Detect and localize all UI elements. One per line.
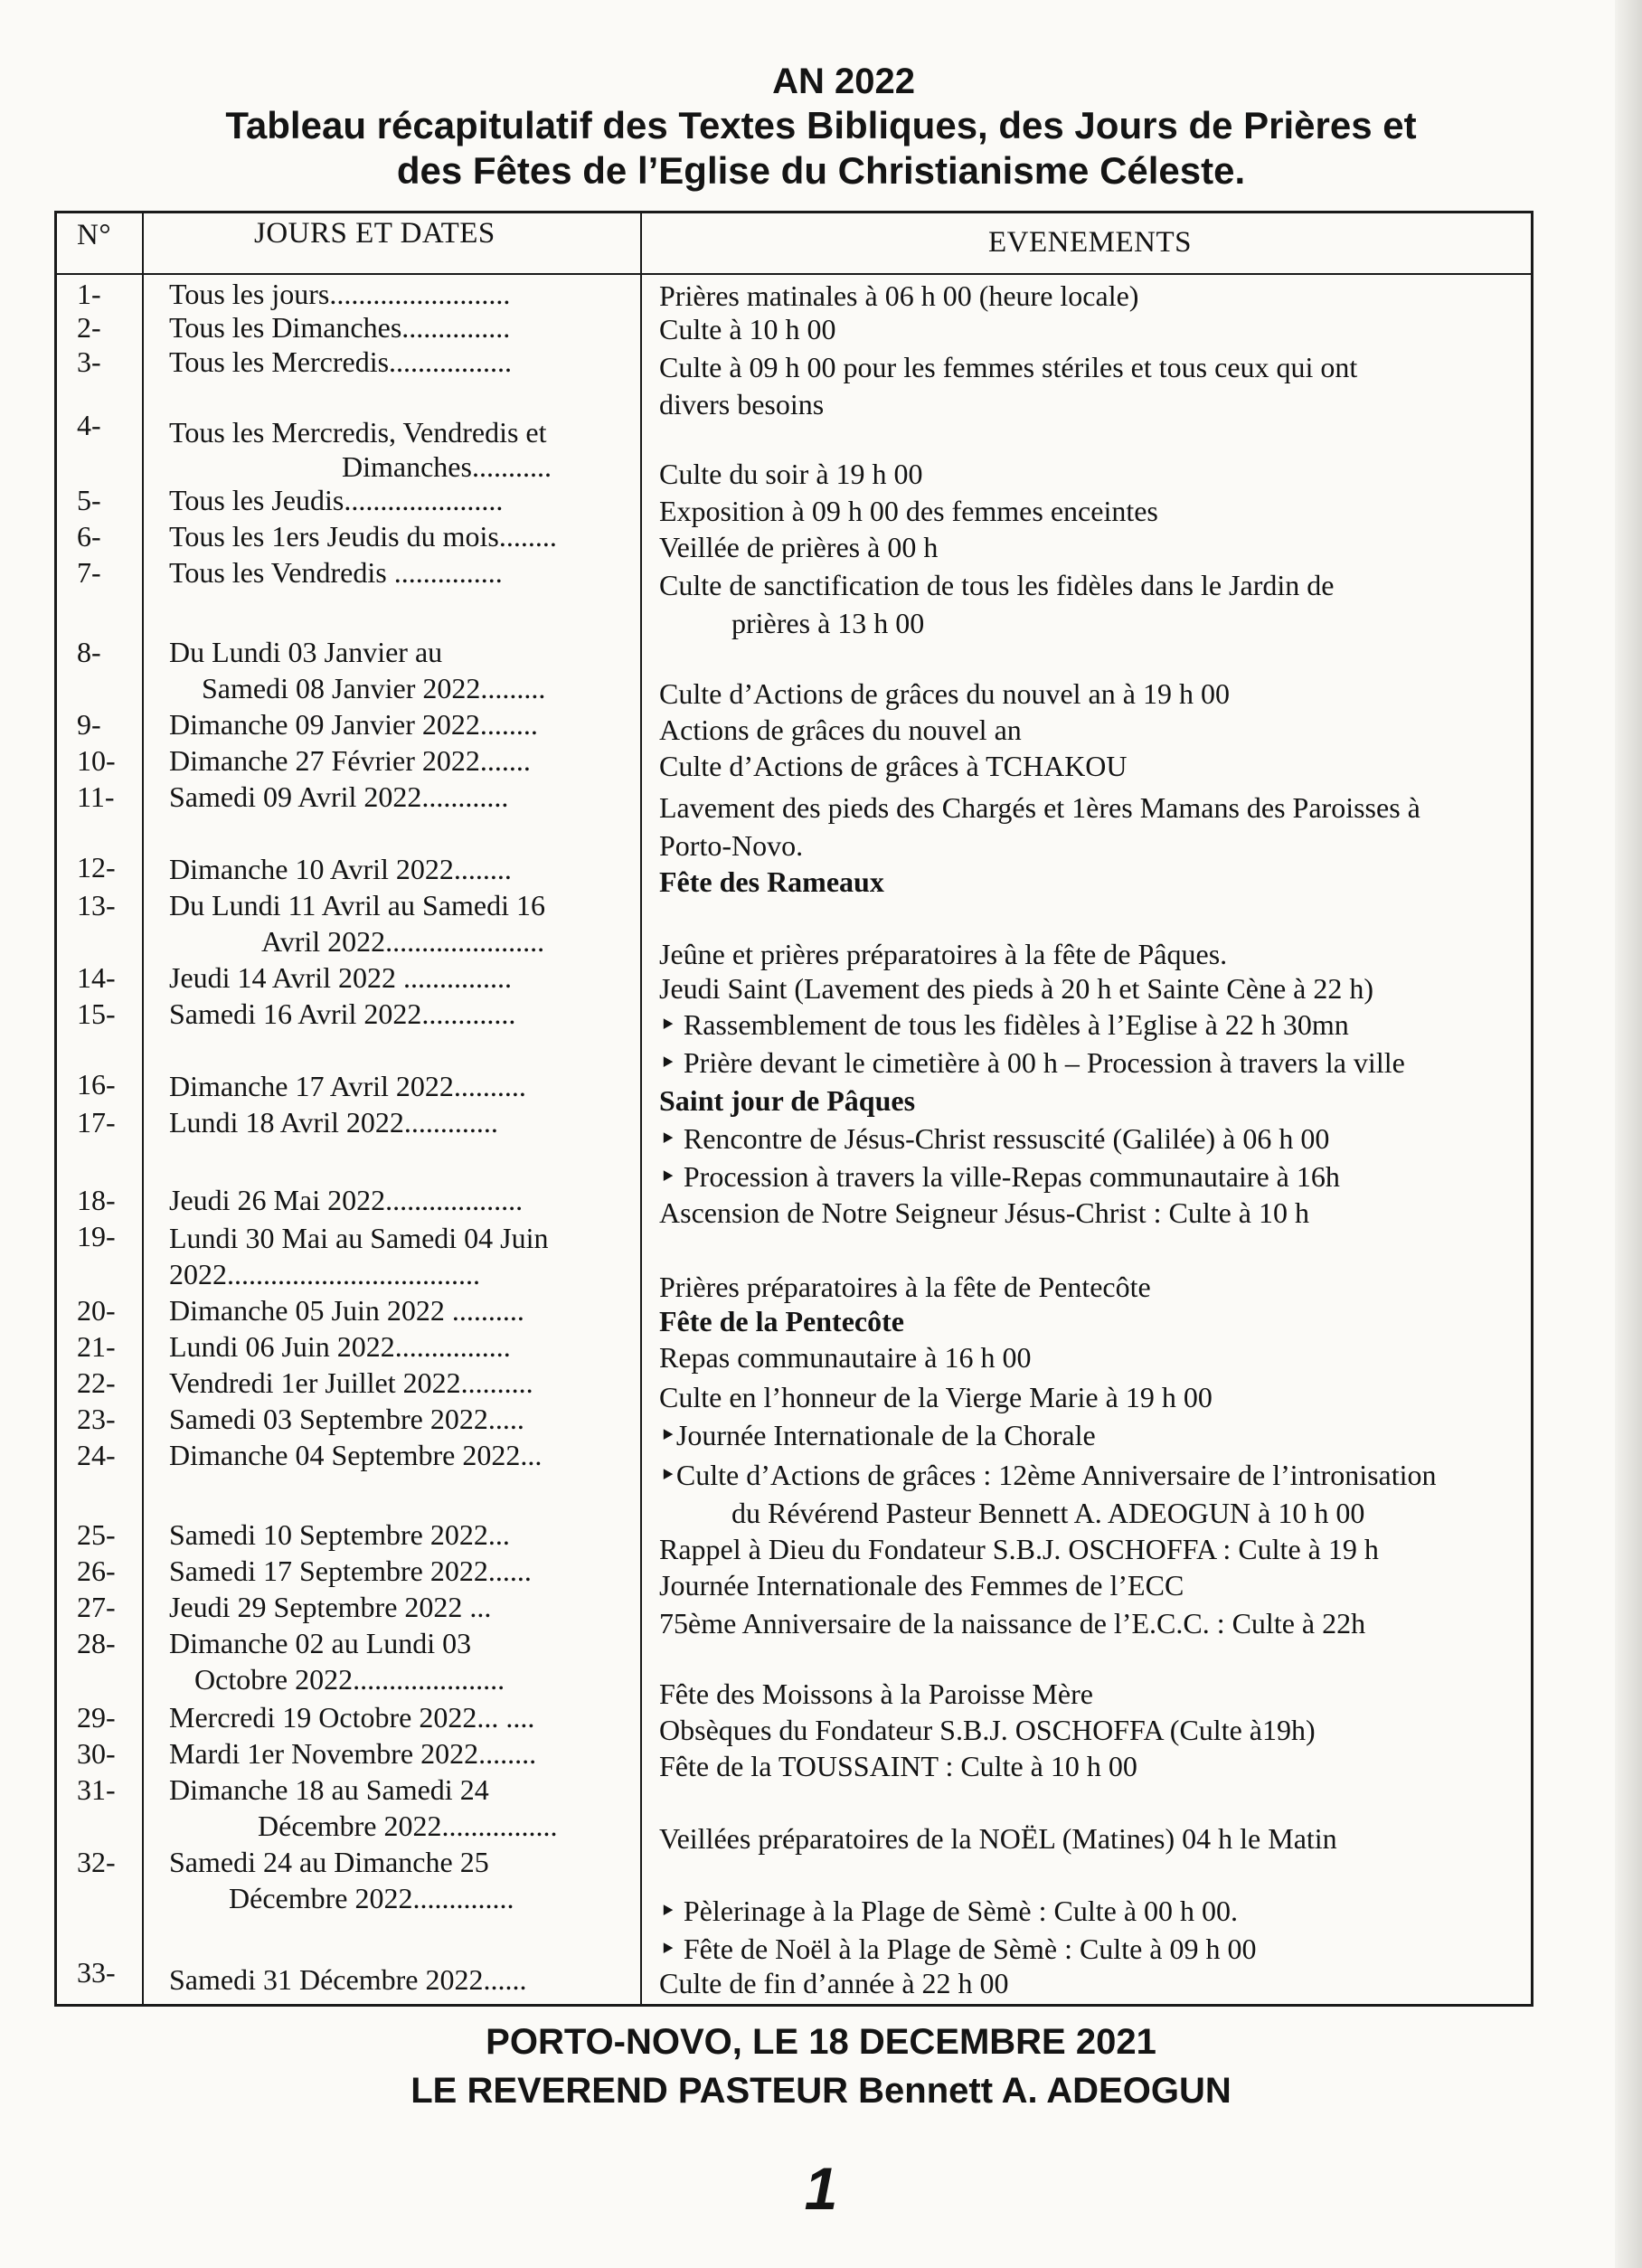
row-event: ‣ Rassemblement de tous les fidèles à l’Eglise à 22 h 30mn	[659, 1008, 1349, 1041]
row-number: 30-	[77, 1737, 116, 1770]
row-event: ‣ Procession à travers la ville-Repas communautaire à 16h	[659, 1160, 1340, 1193]
row-event: Jeûne et prières préparatoires à la fête de Pâques.	[659, 938, 1228, 970]
column-header-events: EVENEMENTS	[988, 226, 1192, 259]
row-number: 6-	[77, 520, 101, 553]
row-date: Avril 2022......................	[261, 925, 545, 958]
row-event: Jeudi Saint (Lavement des pieds à 20 h et Sainte Cène à 22 h)	[659, 972, 1374, 1005]
row-number: 22-	[77, 1366, 116, 1399]
row-date: Samedi 09 Avril 2022............	[169, 780, 509, 813]
row-event: ‣Journée Internationale de la Chorale	[659, 1419, 1096, 1451]
row-event: Culte d’Actions de grâces à TCHAKOU	[659, 750, 1128, 782]
row-number: 25-	[77, 1518, 116, 1551]
row-number: 7-	[77, 556, 101, 589]
row-event: Veillées préparatoires de la NOËL (Matines) 04 h le Matin	[659, 1822, 1337, 1855]
events-table	[54, 211, 1533, 2007]
row-number: 20-	[77, 1294, 116, 1327]
row-date: Samedi 08 Janvier 2022.........	[202, 672, 546, 704]
row-date: Tous les 1ers Jeudis du mois........	[169, 520, 557, 553]
column-divider	[142, 213, 144, 2004]
row-event: Fête des Rameaux	[659, 865, 884, 898]
row-event: ‣ Pèlerinage à la Plage de Sèmè : Culte à 00 h 00.	[659, 1895, 1239, 1927]
row-event: Fête des Moissons à la Paroisse Mère	[659, 1677, 1093, 1710]
row-event: Culte en l’honneur de la Vierge Marie à 19 h 00	[659, 1381, 1213, 1413]
row-number: 10-	[77, 744, 116, 777]
column-header-dates: JOURS ET DATES	[254, 217, 495, 250]
row-event: Veillée de prières à 00 h	[659, 531, 939, 563]
row-number: 11-	[77, 780, 115, 813]
row-date: Tous les jours.........................	[169, 278, 511, 310]
page-number: 1	[804, 2155, 838, 2222]
row-date: Lundi 06 Juin 2022................	[169, 1330, 511, 1363]
row-date: Dimanches...........	[342, 450, 552, 483]
row-event: divers besoins	[659, 388, 825, 421]
row-event: Prières préparatoires à la fête de Pentecôte	[659, 1271, 1151, 1303]
row-date: Tous les Jeudis......................	[169, 484, 504, 516]
row-number: 5-	[77, 484, 101, 516]
row-date: Samedi 03 Septembre 2022.....	[169, 1403, 524, 1435]
row-event: Rappel à Dieu du Fondateur S.B.J. OSCHOFFA : Culte à 19 h	[659, 1533, 1379, 1565]
row-date: Dimanche 18 au Samedi 24	[169, 1773, 489, 1806]
row-date: Samedi 17 Septembre 2022......	[169, 1555, 532, 1587]
row-date: Dimanche 02 au Lundi 03	[169, 1627, 472, 1659]
row-date: Dimanche 05 Juin 2022 ..........	[169, 1294, 524, 1327]
row-event: Ascension de Notre Seigneur Jésus-Christ : Culte à 10 h	[659, 1196, 1309, 1229]
column-header-number: N°	[77, 219, 112, 251]
row-number: 16-	[77, 1068, 116, 1101]
row-number: 1-	[77, 278, 101, 310]
row-date: Tous les Mercredis.................	[169, 345, 513, 378]
row-number: 19-	[77, 1220, 116, 1252]
row-event: Exposition à 09 h 00 des femmes enceintes	[659, 495, 1158, 527]
row-number: 26-	[77, 1555, 116, 1587]
row-event: Repas communautaire à 16 h 00	[659, 1341, 1032, 1374]
footer-signatory: LE REVEREND PASTEUR Bennett A. ADEOGUN	[410, 2071, 1232, 2111]
row-event: Journée Internationale des Femmes de l’ECC	[659, 1569, 1184, 1602]
row-date: Décembre 2022..............	[229, 1882, 514, 1914]
row-number: 13-	[77, 889, 116, 921]
row-date: Mercredi 19 Octobre 2022... ....	[169, 1701, 535, 1734]
row-date: Dimanche 17 Avril 2022..........	[169, 1070, 526, 1102]
row-event: ‣ Rencontre de Jésus-Christ ressuscité (Galilée) à 06 h 00	[659, 1122, 1330, 1155]
row-event: Prières matinales à 06 h 00 (heure locale)	[659, 279, 1139, 312]
row-date: Dimanche 09 Janvier 2022........	[169, 708, 538, 741]
document-header	[0, 60, 1642, 194]
row-date: Samedi 16 Avril 2022.............	[169, 997, 516, 1030]
row-event: prières à 13 h 00	[731, 607, 925, 639]
row-event: Culte à 10 h 00	[659, 313, 836, 345]
row-event: Culte d’Actions de grâces du nouvel an à 19 h 00	[659, 677, 1230, 710]
row-event: Culte du soir à 19 h 00	[659, 458, 923, 490]
row-date: Dimanche 27 Février 2022.......	[169, 744, 531, 777]
footer-place-date: PORTO-NOVO, LE 18 DECEMBRE 2021	[486, 2022, 1156, 2062]
row-date: Dimanche 10 Avril 2022........	[169, 853, 512, 885]
row-event: Culte de sanctification de tous les fidèles dans le Jardin de	[659, 569, 1335, 601]
row-date: Tous les Dimanches...............	[169, 311, 511, 344]
row-number: 27-	[77, 1591, 116, 1623]
row-date: Octobre 2022.....................	[194, 1663, 505, 1696]
row-number: 29-	[77, 1701, 116, 1734]
row-date: Décembre 2022................	[258, 1810, 558, 1842]
row-event: Fête de la Pentecôte	[659, 1305, 904, 1337]
header-divider	[57, 273, 1531, 275]
row-event: Actions de grâces du nouvel an	[659, 713, 1022, 746]
row-date: Lundi 30 Mai au Samedi 04 Juin	[169, 1222, 549, 1254]
row-event: ‣ Prière devant le cimetière à 00 h – Procession à travers la ville	[659, 1046, 1405, 1079]
row-number: 12-	[77, 851, 116, 884]
row-number: 32-	[77, 1846, 116, 1878]
row-number: 21-	[77, 1330, 116, 1363]
row-date: Samedi 10 Septembre 2022...	[169, 1518, 510, 1551]
row-number: 31-	[77, 1773, 116, 1806]
row-date: Du Lundi 03 Janvier au	[169, 636, 443, 668]
document-year: AN 2022	[772, 61, 915, 101]
row-event: Culte de fin d’année à 22 h 00	[659, 1967, 1009, 1999]
row-date: Tous les Mercredis, Vendredis et	[169, 416, 547, 449]
row-date: Tous les Vendredis ...............	[169, 556, 503, 589]
row-number: 18-	[77, 1184, 116, 1216]
row-date: Samedi 24 au Dimanche 25	[169, 1846, 489, 1878]
row-event: Porto-Novo.	[659, 829, 804, 862]
row-date: Jeudi 26 Mai 2022...................	[169, 1184, 524, 1216]
row-date: Du Lundi 11 Avril au Samedi 16	[169, 889, 545, 921]
row-date: Lundi 18 Avril 2022.............	[169, 1106, 498, 1139]
row-number: 8-	[77, 636, 101, 668]
row-date: Jeudi 14 Avril 2022 ...............	[169, 961, 512, 994]
row-date: Samedi 31 Décembre 2022......	[169, 1963, 527, 1996]
row-number: 14-	[77, 961, 116, 994]
row-date: 2022...................................	[169, 1258, 480, 1290]
page-edge-shadow	[1615, 0, 1642, 2268]
row-number: 2-	[77, 311, 101, 344]
document-title-line-2: des Fêtes de l’Eglise du Christianisme Céleste.	[396, 149, 1246, 192]
row-number: 23-	[77, 1403, 116, 1435]
row-event: ‣Culte d’Actions de grâces : 12ème Anniversaire de l’intronisation	[659, 1459, 1437, 1491]
row-number: 3-	[77, 345, 101, 378]
column-divider	[640, 213, 642, 2004]
row-event: Saint jour de Pâques	[659, 1084, 916, 1117]
row-number: 9-	[77, 708, 101, 741]
row-number: 4-	[77, 409, 101, 441]
row-date: Mardi 1er Novembre 2022........	[169, 1737, 537, 1770]
row-number: 24-	[77, 1439, 116, 1471]
row-date: Dimanche 04 Septembre 2022...	[169, 1439, 543, 1471]
row-event: Lavement des pieds des Chargés et 1ères Mamans des Paroisses à	[659, 791, 1420, 824]
row-event: du Révérend Pasteur Bennett A. ADEOGUN à 10 h 00	[731, 1497, 1365, 1529]
row-event: Fête de la TOUSSAINT : Culte à 10 h 00	[659, 1750, 1137, 1782]
row-number: 33-	[77, 1956, 116, 1989]
row-date: Jeudi 29 Septembre 2022 ...	[169, 1591, 492, 1623]
row-number: 28-	[77, 1627, 116, 1659]
row-date: Vendredi 1er Juillet 2022..........	[169, 1366, 533, 1399]
row-event: Obsèques du Fondateur S.B.J. OSCHOFFA (Culte à19h)	[659, 1714, 1316, 1746]
row-number: 15-	[77, 997, 116, 1030]
row-event: 75ème Anniversaire de la naissance de l’E.C.C. : Culte à 22h	[659, 1607, 1366, 1640]
row-number: 17-	[77, 1106, 116, 1139]
row-event: Culte à 09 h 00 pour les femmes stériles et tous ceux qui ont	[659, 351, 1358, 383]
row-event: ‣ Fête de Noël à la Plage de Sèmè : Culte à 09 h 00	[659, 1933, 1257, 1965]
document-title-line-1: Tableau récapitulatif des Textes Bibliques, des Jours de Prières et	[225, 104, 1417, 146]
